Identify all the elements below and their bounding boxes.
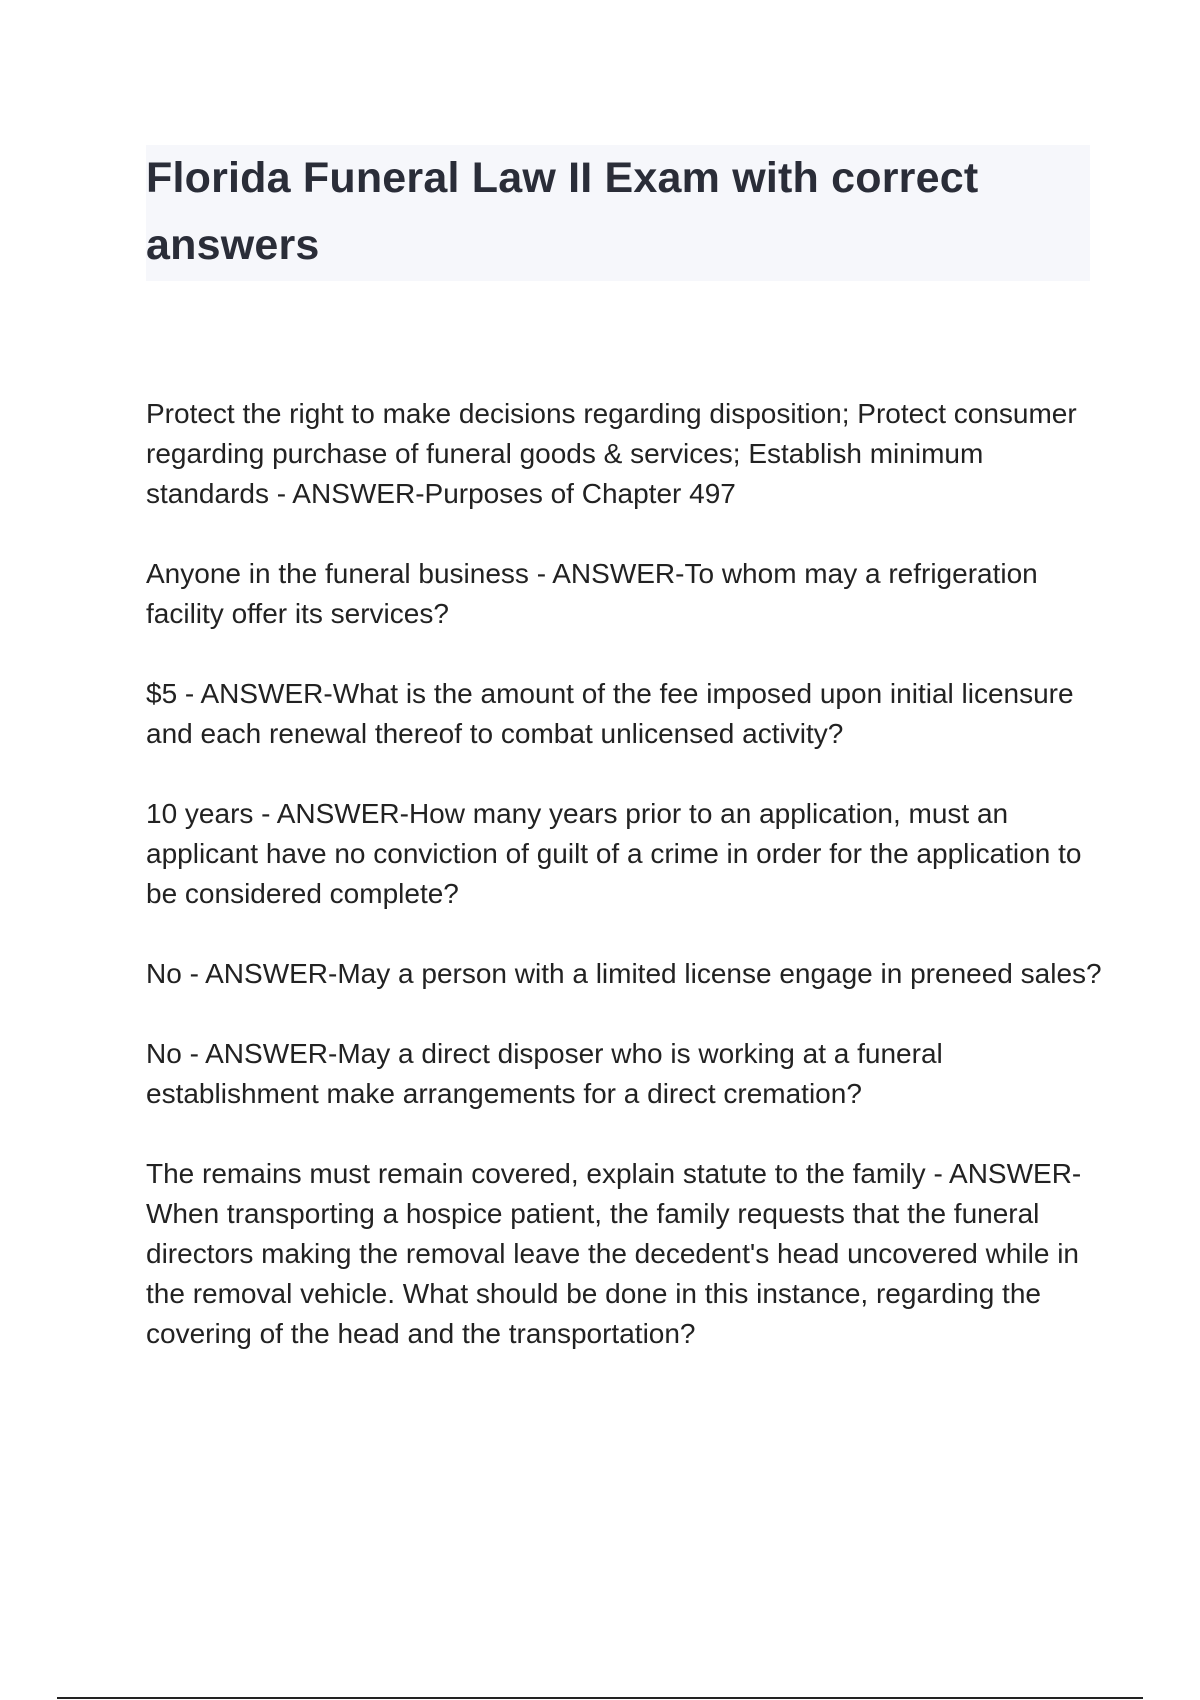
title-banner [146, 145, 1090, 281]
qa-item: No - ANSWER-May a direct disposer who is working at a funeral establishment make arrangements for a direct cremation? [146, 1038, 943, 1109]
footer-divider [57, 1697, 1143, 1699]
qa-item: Protect the right to make decisions regarding disposition; Protect consumer regarding purchase of funeral goods & services; Establish minimum standards - ANSWER-Purposes of Chapter 497 [146, 398, 1077, 509]
qa-item: No - ANSWER-May a person with a limited license engage in preneed sales? [146, 958, 1102, 989]
qa-item: Anyone in the funeral business - ANSWER-To whom may a refrigeration facility offer its services? [146, 558, 1038, 629]
document-title: Florida Funeral Law II Exam with correct answers [146, 154, 979, 269]
qa-list [146, 394, 1106, 1394]
qa-item: $5 - ANSWER-What is the amount of the fee imposed upon initial licensure and each renewal thereof to combat unlicensed activity? [146, 678, 1074, 749]
qa-item: 10 years - ANSWER-How many years prior to an application, must an applicant have no conviction of guilt of a crime in order for the application to be considered complete? [146, 798, 1082, 909]
qa-item: The remains must remain covered, explain statute to the family - ANSWER-When transporting a hospice patient, the family requests that the funeral directors making the removal leave the decedent's head uncovered while in the removal vehicle. What should be done in this instance, regarding the covering of the head and the transportation? [146, 1158, 1082, 1349]
